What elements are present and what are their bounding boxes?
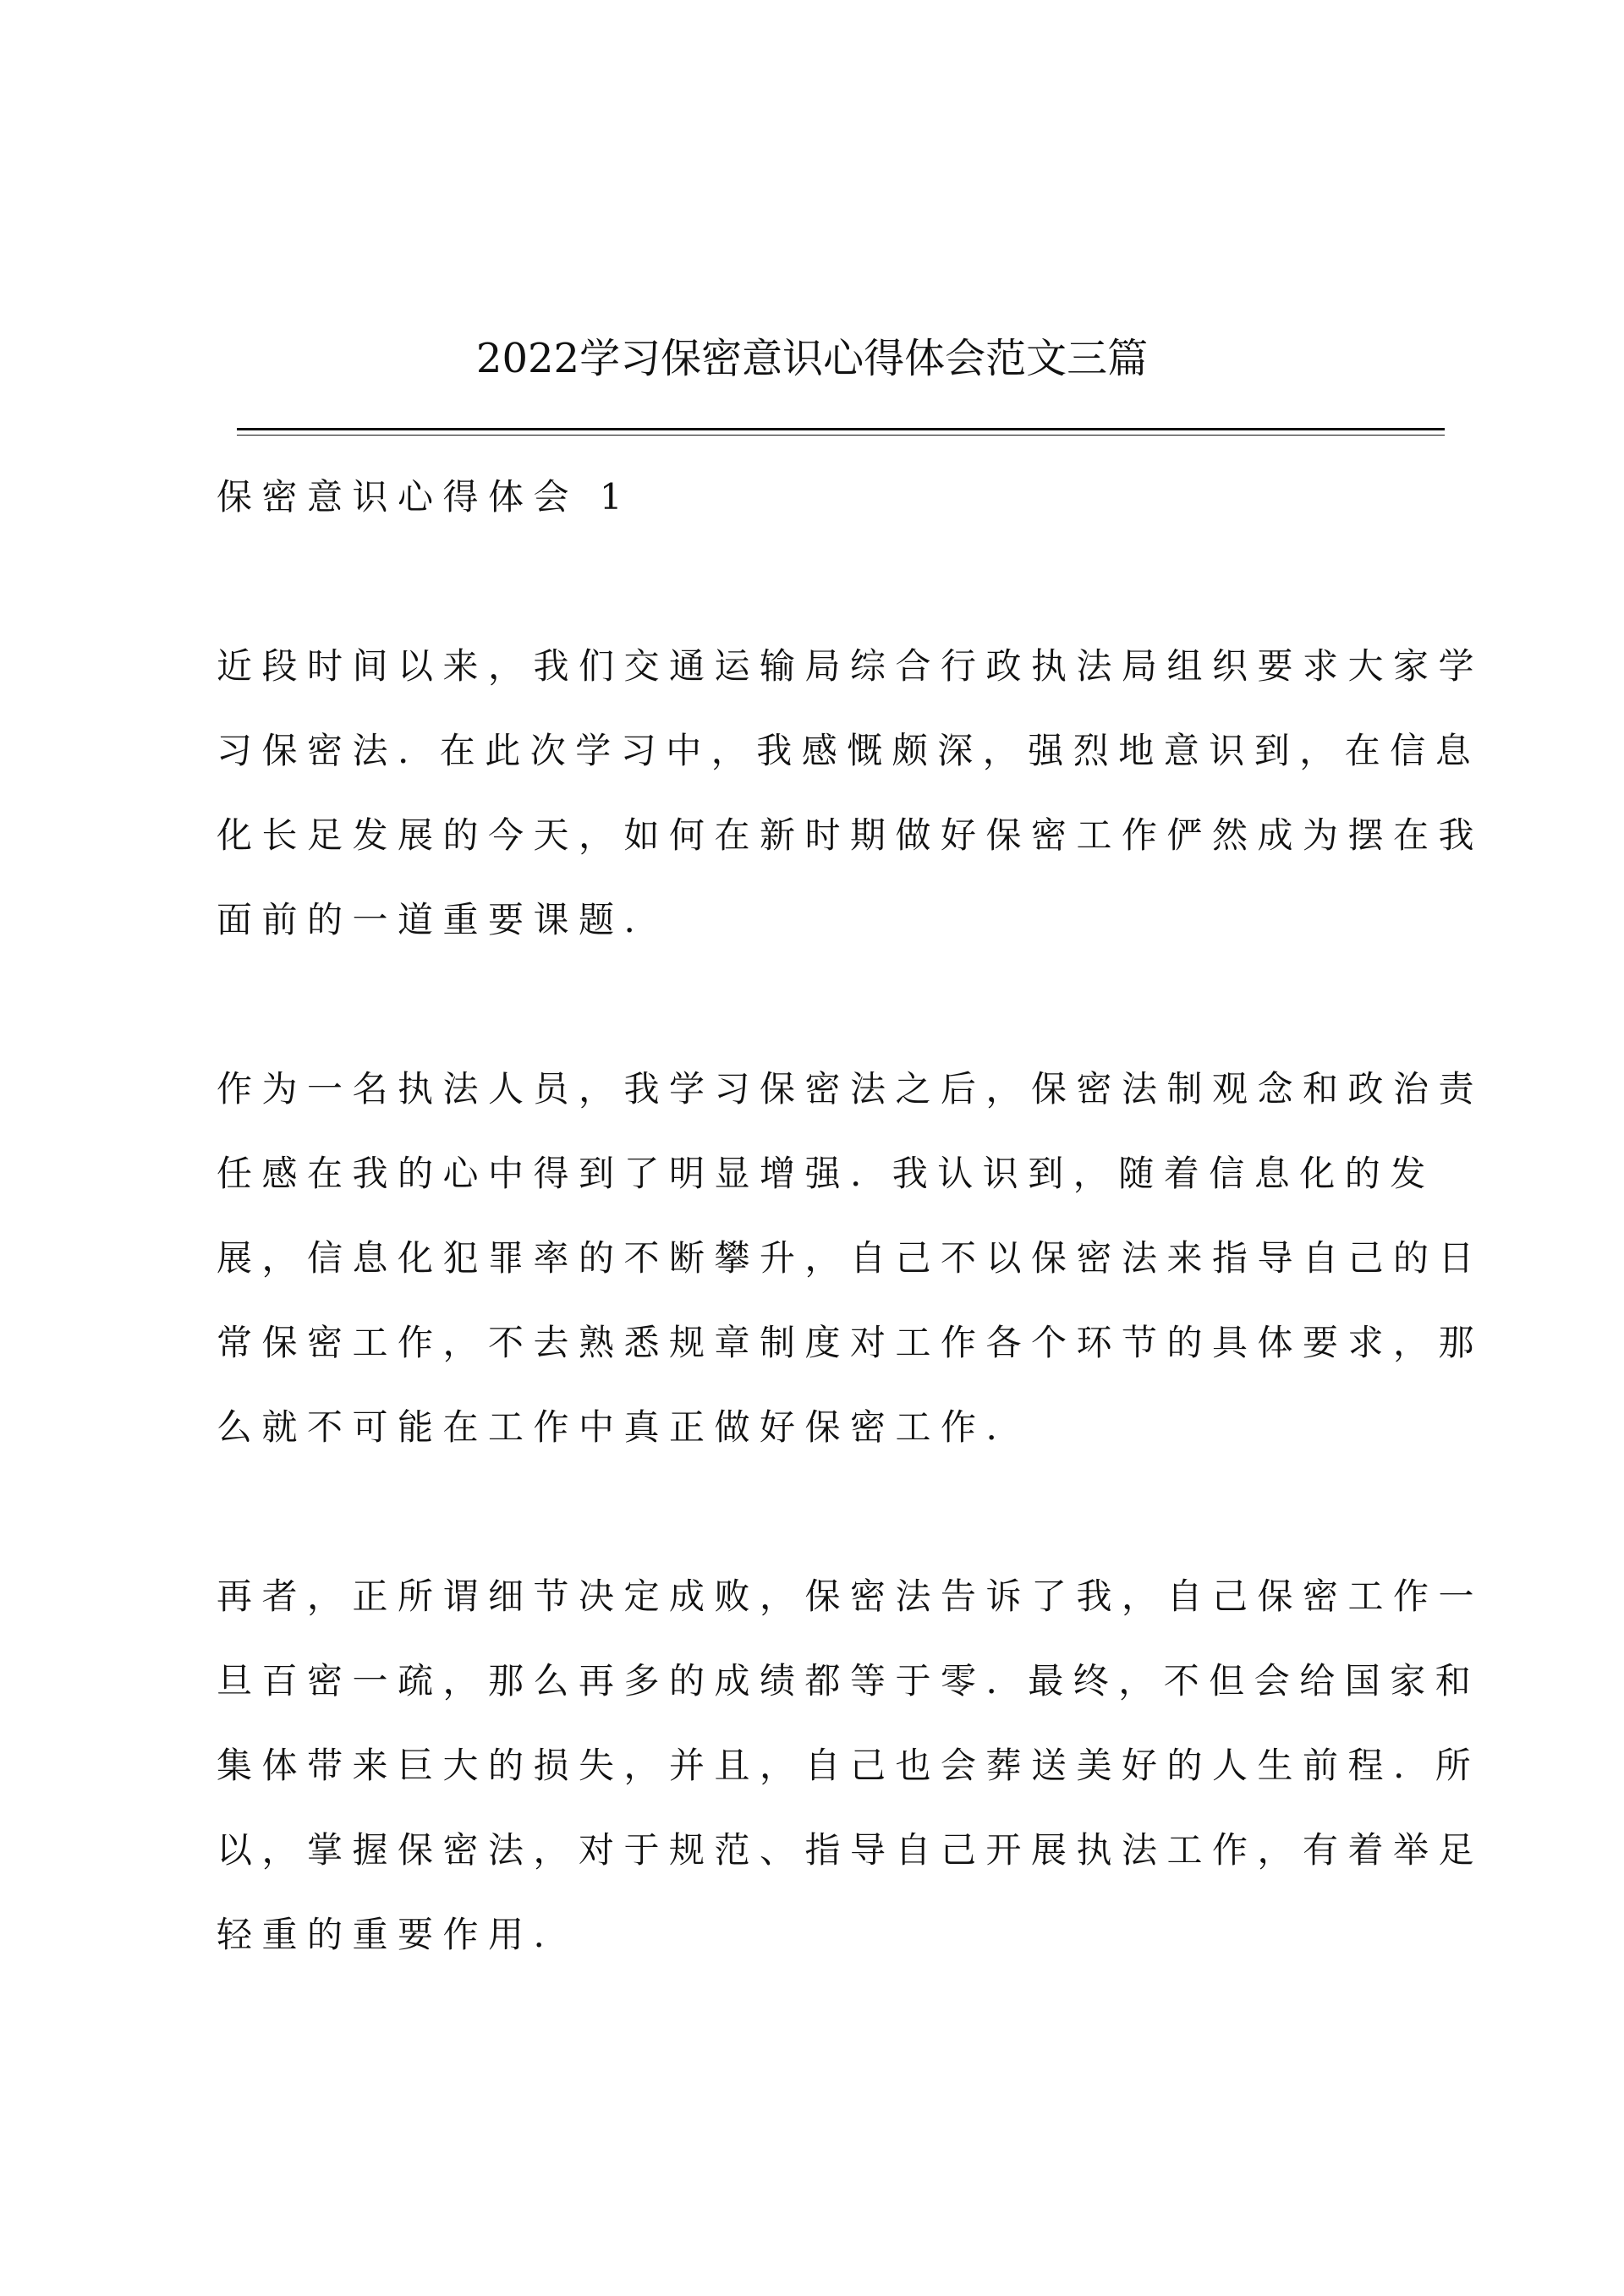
text-line: 轻重的重要作用.: [217, 1914, 555, 1955]
spacer: [217, 962, 1451, 1047]
document-title: 2022学习保密意识心得体会范文三篇: [475, 335, 1149, 382]
spacer: [217, 540, 1451, 624]
text-line: 面前的一道重要课题.: [217, 899, 645, 940]
spacer: [217, 1470, 1451, 1554]
text-line: 展，信息化犯罪率的不断攀升，自己不以保密法来指导自己的日: [217, 1237, 1484, 1279]
text-line: 近段时间以来，我们交通运输局综合行政执法局组织要求大家学: [217, 645, 1484, 687]
document-body: [217, 455, 1484, 1977]
paragraph-1: [217, 624, 1484, 962]
text-line: 么就不可能在工作中真正做好保密工作.: [217, 1406, 1007, 1448]
text-line: 旦百密一疏，那么再多的成绩都等于零. 最终，不但会给国家和: [217, 1660, 1481, 1701]
section-heading: 保密意识心得体会 1: [217, 476, 633, 518]
text-line: 作为一名执法人员，我学习保密法之后，保密法制观念和政治责: [217, 1068, 1484, 1110]
paragraph-2: [217, 1047, 1484, 1470]
paragraph-3: [217, 1554, 1484, 1977]
title-divider: [237, 428, 1445, 436]
text-line: 常保密工作，不去熟悉规章制度对工作各个环节的具体要求，那: [217, 1322, 1484, 1363]
text-line: 以，掌握保密法，对于规范、指导自己开展执法工作，有着举足: [217, 1829, 1484, 1871]
text-line: 化长足发展的今天，如何在新时期做好保密工作俨然成为摆在我: [217, 814, 1484, 856]
text-line: 集体带来巨大的损失，并且，自己也会葬送美好的人生前程. 所: [217, 1745, 1481, 1786]
text-line: 任感在我的心中得到了明显增强. 我认识到，随着信息化的发: [217, 1153, 1435, 1194]
text-line: 习保密法. 在此次学习中，我感慨颇深，强烈地意识到，在信息: [217, 730, 1481, 771]
text-line: 再者，正所谓细节决定成败，保密法告诉了我，自己保密工作一: [217, 1575, 1484, 1617]
